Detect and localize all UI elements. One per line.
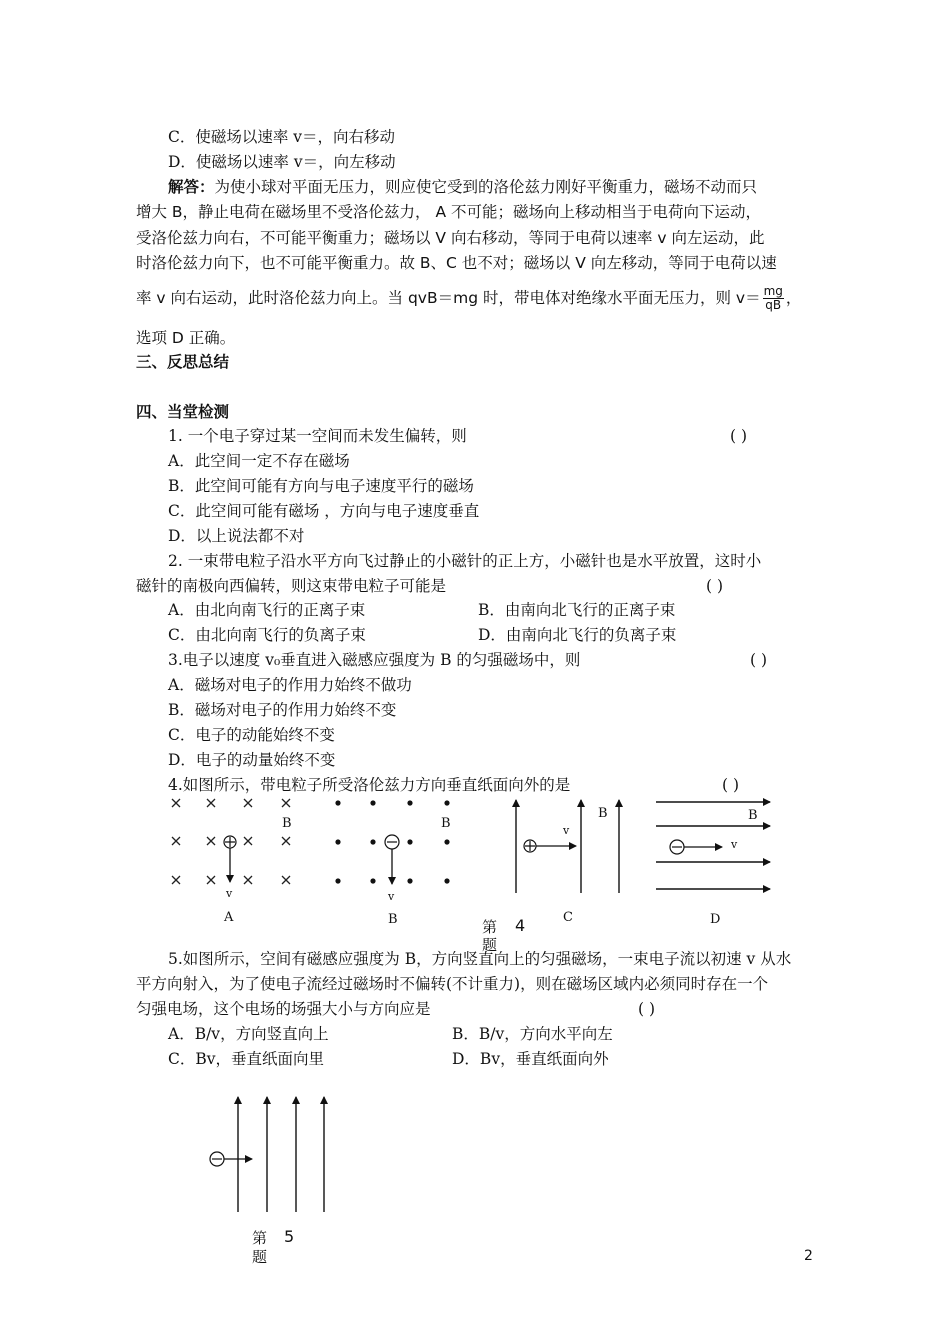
fraction-denominator: qB bbox=[765, 298, 782, 312]
answer-text-5: 率 v 向右运动，此时洛伦兹力向上。当 qvB＝mg 时，带电体对绝缘水平面无压力，则 v＝ bbox=[136, 289, 761, 307]
section-check: 四、当堂检测 bbox=[136, 402, 230, 421]
q2-option-b: B．由南向北飞行的正离子束 bbox=[478, 601, 676, 619]
q5-option-b: B．B/v，方向水平向左 bbox=[452, 1025, 613, 1043]
q5-stem-1: 5.如图所示，空间有磁感应强度为 B，方向竖直向上的匀强磁场，一束电子流以初速 v 从水 bbox=[168, 950, 792, 968]
cross-icon bbox=[172, 799, 180, 807]
cross-icon bbox=[244, 837, 252, 845]
label-d: D bbox=[710, 912, 721, 927]
q3-option-a: A．磁场对电子的作用力始终不做功 bbox=[168, 676, 412, 694]
q3-option-c: C．电子的动能始终不变 bbox=[168, 726, 335, 744]
q2-stem-1: 2. 一束带电粒子沿水平方向飞过静止的小磁针的正上方，小磁针也是水平放置，这时小 bbox=[168, 552, 762, 570]
cross-icon bbox=[207, 876, 215, 884]
negative-charge-icon bbox=[210, 1152, 224, 1166]
dot-icon bbox=[335, 800, 340, 805]
label-b-fig-c: B bbox=[598, 806, 608, 821]
label-b-fig-a: B bbox=[282, 816, 292, 831]
dot-icon bbox=[370, 839, 375, 844]
label-c: C bbox=[563, 910, 573, 925]
dot-icon bbox=[335, 839, 340, 844]
cross-icon bbox=[172, 837, 180, 845]
q1-option-a: A．此空间一定不存在磁场 bbox=[168, 452, 350, 470]
label-v-fig-c: v bbox=[563, 824, 570, 837]
dot-icon bbox=[370, 878, 375, 883]
q2-answer-blank: ( ) bbox=[706, 577, 724, 595]
q4-caption-suffix: 题 bbox=[482, 936, 498, 954]
label-option-b: B bbox=[388, 912, 398, 927]
answer-line-2: 增大 B，静止电荷在磁场里不受洛伦兹力， A 不可能；磁场向上移动相当于电荷向下运动， bbox=[136, 203, 762, 221]
q5-option-d: D．Bv，垂直纸面向外 bbox=[452, 1050, 609, 1068]
dot-icon bbox=[407, 878, 412, 883]
q5-caption-number: 5 bbox=[284, 1227, 295, 1246]
label-v-fig-d: v bbox=[731, 838, 738, 851]
q1-option-c: C．此空间可能有磁场 ，方向与电子速度垂直 bbox=[168, 502, 480, 520]
cross-icon bbox=[282, 837, 290, 845]
dot-icon bbox=[444, 839, 449, 844]
q1-option-b: B．此空间可能有方向与电子速度平行的磁场 bbox=[168, 477, 474, 495]
page-number: 2 bbox=[804, 1248, 813, 1264]
q5-caption-suffix: 题 bbox=[252, 1248, 268, 1266]
dot-icon bbox=[444, 800, 449, 805]
cross-icon bbox=[244, 876, 252, 884]
q2-option-a: A．由北向南飞行的正离子束 bbox=[168, 601, 366, 619]
q3-stem: 3.电子以速度 v₀垂直进入磁感应强度为 B 的匀强磁场中，则 bbox=[168, 651, 581, 669]
fraction-numerator: mg bbox=[763, 284, 783, 298]
answer-label: 解答： bbox=[168, 178, 215, 196]
q5-option-a: A．B/v，方向竖直向上 bbox=[168, 1025, 329, 1043]
q3-option-d: D．电子的动量始终不变 bbox=[168, 751, 336, 769]
q5-stem-2: 平方向射入，为了使电子流经过磁场时不偏转(不计重力)，则在磁场区域内必须同时存在一个 bbox=[136, 975, 769, 993]
positive-charge-icon bbox=[524, 840, 536, 852]
dot-icon bbox=[335, 878, 340, 883]
cross-icon bbox=[207, 837, 215, 845]
label-b-fig-d: B bbox=[748, 808, 758, 823]
cross-icon bbox=[282, 799, 290, 807]
label-a: A bbox=[224, 910, 234, 925]
q2-option-c: C．由北向南飞行的负离子束 bbox=[168, 626, 366, 644]
dot-icon bbox=[444, 878, 449, 883]
dot-icon bbox=[370, 800, 375, 805]
answer-text-5b: ， bbox=[785, 289, 802, 307]
answer-line-6: 选项 D 正确。 bbox=[136, 329, 236, 347]
cross-icon bbox=[282, 876, 290, 884]
q5-answer-blank: ( ) bbox=[638, 1000, 656, 1018]
q4-caption-prefix: 第 bbox=[482, 918, 498, 936]
q3-answer-blank: ( ) bbox=[750, 651, 768, 669]
dot-icon bbox=[407, 839, 412, 844]
q4-stem: 4.如图所示，带电粒子所受洛伦兹力方向垂直纸面向外的是 bbox=[168, 776, 571, 794]
cross-icon bbox=[244, 799, 252, 807]
q2-stem-2: 磁针的南极向西偏转，则这束带电粒子可能是 bbox=[136, 577, 447, 595]
q4-answer-blank: ( ) bbox=[722, 776, 740, 794]
label-v-fig-a: v bbox=[226, 887, 233, 900]
negative-charge-icon bbox=[385, 835, 399, 849]
negative-charge-icon bbox=[670, 840, 684, 854]
q4-caption-number: 4 bbox=[515, 916, 526, 935]
q3-option-b: B．磁场对电子的作用力始终不变 bbox=[168, 701, 397, 719]
q5-stem-3: 匀强电场，这个电场的场强大小与方向应是 bbox=[136, 1000, 431, 1018]
q1-stem: 1. 一个电子穿过某一空间而未发生偏转，则 bbox=[168, 427, 467, 445]
dot-icon bbox=[407, 800, 412, 805]
option-d: D．使磁场以速率 v＝，向左移动 bbox=[168, 153, 396, 171]
answer-line-4: 时洛伦兹力向下，也不可能平衡重力。故 B、C 也不对；磁场以 V 向左移动，等同于电荷以速 bbox=[136, 254, 777, 272]
cross-icon bbox=[207, 799, 215, 807]
label-v-fig-b: v bbox=[388, 890, 395, 903]
q5-caption-prefix: 第 bbox=[252, 1229, 268, 1247]
q5-field-lines-upward bbox=[238, 1097, 324, 1212]
q1-option-d: D．以上说法都不对 bbox=[168, 527, 305, 545]
q2-option-d: D．由南向北飞行的负离子束 bbox=[478, 626, 677, 644]
q1-answer-blank: ( ) bbox=[730, 427, 748, 445]
option-c: C．使磁场以速率 v＝，向右移动 bbox=[168, 128, 396, 146]
label-b-fig-b: B bbox=[441, 816, 451, 831]
cross-icon bbox=[172, 876, 180, 884]
q5-option-c: C．Bv，垂直纸面向里 bbox=[168, 1050, 325, 1068]
answer-text-1: 为使小球对平面无压力，则应使它受到的洛伦兹力刚好平衡重力，磁场不动而只 bbox=[214, 178, 758, 196]
section-reflection: 三、反思总结 bbox=[136, 352, 230, 371]
answer-line-3: 受洛伦兹力向右，不可能平衡重力；磁场以 V 向右移动，等同于电荷以速率 v 向左运动，此 bbox=[136, 229, 765, 247]
positive-charge-icon bbox=[224, 836, 236, 848]
